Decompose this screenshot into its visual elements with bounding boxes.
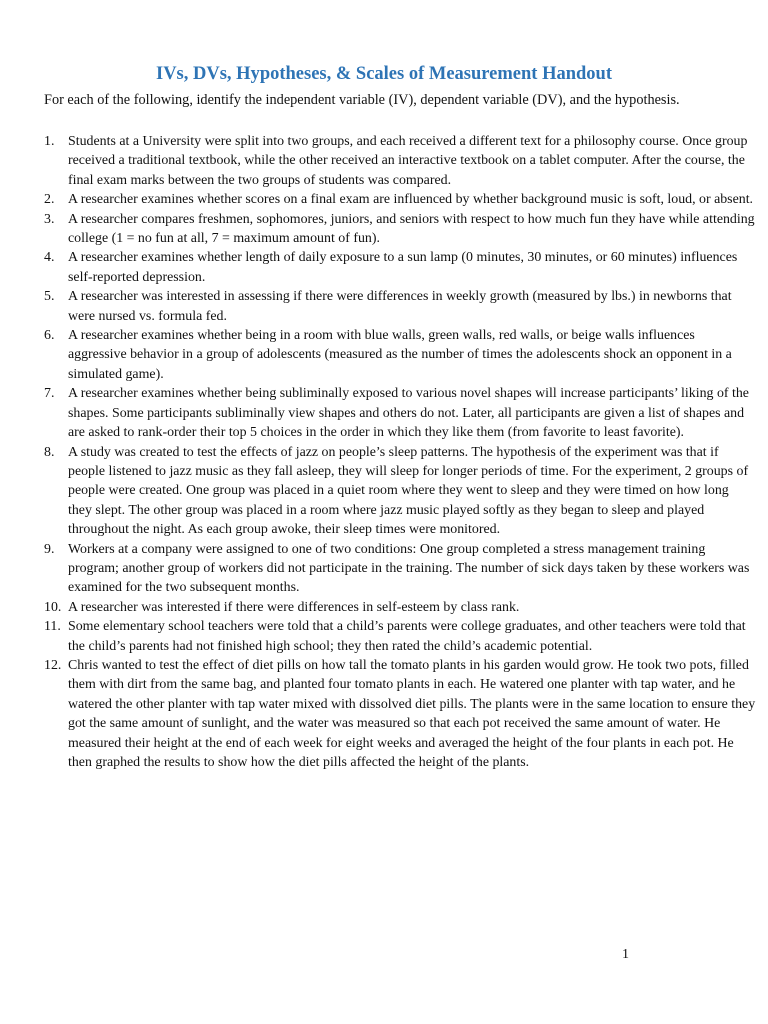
question-item-3 bbox=[44, 210, 756, 249]
question-number: 11. bbox=[44, 619, 61, 635]
question-number: 4. bbox=[44, 250, 55, 266]
question-item-1 bbox=[44, 132, 756, 190]
question-number: 8. bbox=[44, 444, 55, 460]
question-item-5 bbox=[44, 287, 756, 326]
instructions-text: For each of the following, identify the independent variable (IV), dependent variable (DV), and the hypothesis. bbox=[44, 92, 680, 108]
question-number: 3. bbox=[44, 211, 55, 227]
question-number: 7. bbox=[44, 386, 55, 402]
question-number: 5. bbox=[44, 289, 55, 305]
question-item-8 bbox=[44, 443, 756, 540]
question-item-11 bbox=[44, 617, 756, 656]
page-number: 1 bbox=[622, 947, 629, 962]
question-item-12 bbox=[44, 656, 756, 772]
question-number: 6. bbox=[44, 328, 55, 344]
question-item-2 bbox=[44, 190, 756, 209]
question-text: Chris wanted to test the effect of diet pills on how tall the tomato plants in his garden would grow. He took two pots, filled them with dirt from the same bag, and planted four tomato plants in each. He watered one planter with tap water, and he watered the other planter with tap water mixed with dissolved diet pills. The plants were in the same location to ensure they got the same amount of sunlight, and the water was measured so that each pot received the same amount of water. He measured their height at the end of each week for eight weeks and averaged the height of the four plants in each pot. He then graphed the results to show how the diet pills affected the height of the plants. bbox=[68, 657, 756, 770]
question-number: 9. bbox=[44, 541, 55, 557]
question-text: A researcher examines whether scores on a final exam are influenced by whether background music is soft, loud, or absent. bbox=[68, 192, 754, 208]
question-number: 1. bbox=[44, 134, 55, 149]
question-text: A researcher examines whether length of daily exposure to a sun lamp (0 minutes, 30 minutes, or 60 minutes) influences self-reported depression. bbox=[68, 250, 738, 285]
question-text: Some elementary school teachers were told that a child’s parents were college graduates, and other teachers were told that the child’s parents had not finished high school; they then rated the child’s academic potential. bbox=[68, 619, 746, 654]
question-text: A researcher was interested if there were differences in self-esteem by class rank. bbox=[68, 599, 520, 615]
question-item-7 bbox=[44, 384, 756, 442]
handout-title: IVs, DVs, Hypotheses, & Scales of Measurement Handout bbox=[156, 64, 612, 84]
question-number: 12. bbox=[44, 657, 62, 673]
question-text: A researcher was interested in assessing if there were differences in weekly growth (measured by lbs.) in newborns that were nursed vs. formula fed. bbox=[68, 289, 732, 324]
question-text: Workers at a company were assigned to one of two conditions: One group completed a stress management training program; another group of workers did not participate in the training. The number of sick days taken by these workers was examined for the two subsequent months. bbox=[68, 541, 750, 596]
question-text: A researcher examines whether being in a room with blue walls, green walls, red walls, or beige walls influences aggressive behavior in a group of adolescents (measured as the number of times the adolescents shock an opponent in a simulated game). bbox=[68, 328, 732, 382]
question-item-10 bbox=[44, 598, 756, 617]
question-text: A researcher examines whether being subliminally exposed to various novel shapes will increase participants’ liking of the shapes. Some participants subliminally view shapes and others do not. Later, all participants are given a list of shapes and are asked to rank-order their top 5 choices in the order in which they like them (from favorite to least favorite). bbox=[68, 386, 749, 441]
question-text: A researcher compares freshmen, sophomores, juniors, and seniors with respect to how much fun they have while attending college (1 = no fun at all, 7 = maximum amount of fun). bbox=[68, 211, 755, 247]
question-item-6 bbox=[44, 326, 756, 384]
question-item-9 bbox=[44, 540, 756, 598]
question-list bbox=[44, 132, 756, 772]
question-text: A study was created to test the effects of jazz on people’s sleep patterns. The hypothesis of the experiment was that if people listened to jazz music as they fall asleep, they will sleep for longer periods of time. For the experiment, 2 groups of people were created. One group was placed in a quiet room where they went to sleep and they were timed on how long they slept. The other group was placed in a room where jazz music played softly as they began to sleep and played throughout the night. As each group awoke, their sleep times were monitored. bbox=[68, 444, 749, 538]
question-number: 2. bbox=[44, 192, 55, 208]
question-text: Students at a University were split into two groups, and each received a different text for a philosophy course. Once group received a traditional textbook, while the other received an interactive textbook on a tablet computer. After the course, the final exam marks between the two groups of students was compared. bbox=[68, 134, 748, 188]
question-item-4 bbox=[44, 248, 756, 287]
question-number: 10. bbox=[44, 599, 62, 615]
